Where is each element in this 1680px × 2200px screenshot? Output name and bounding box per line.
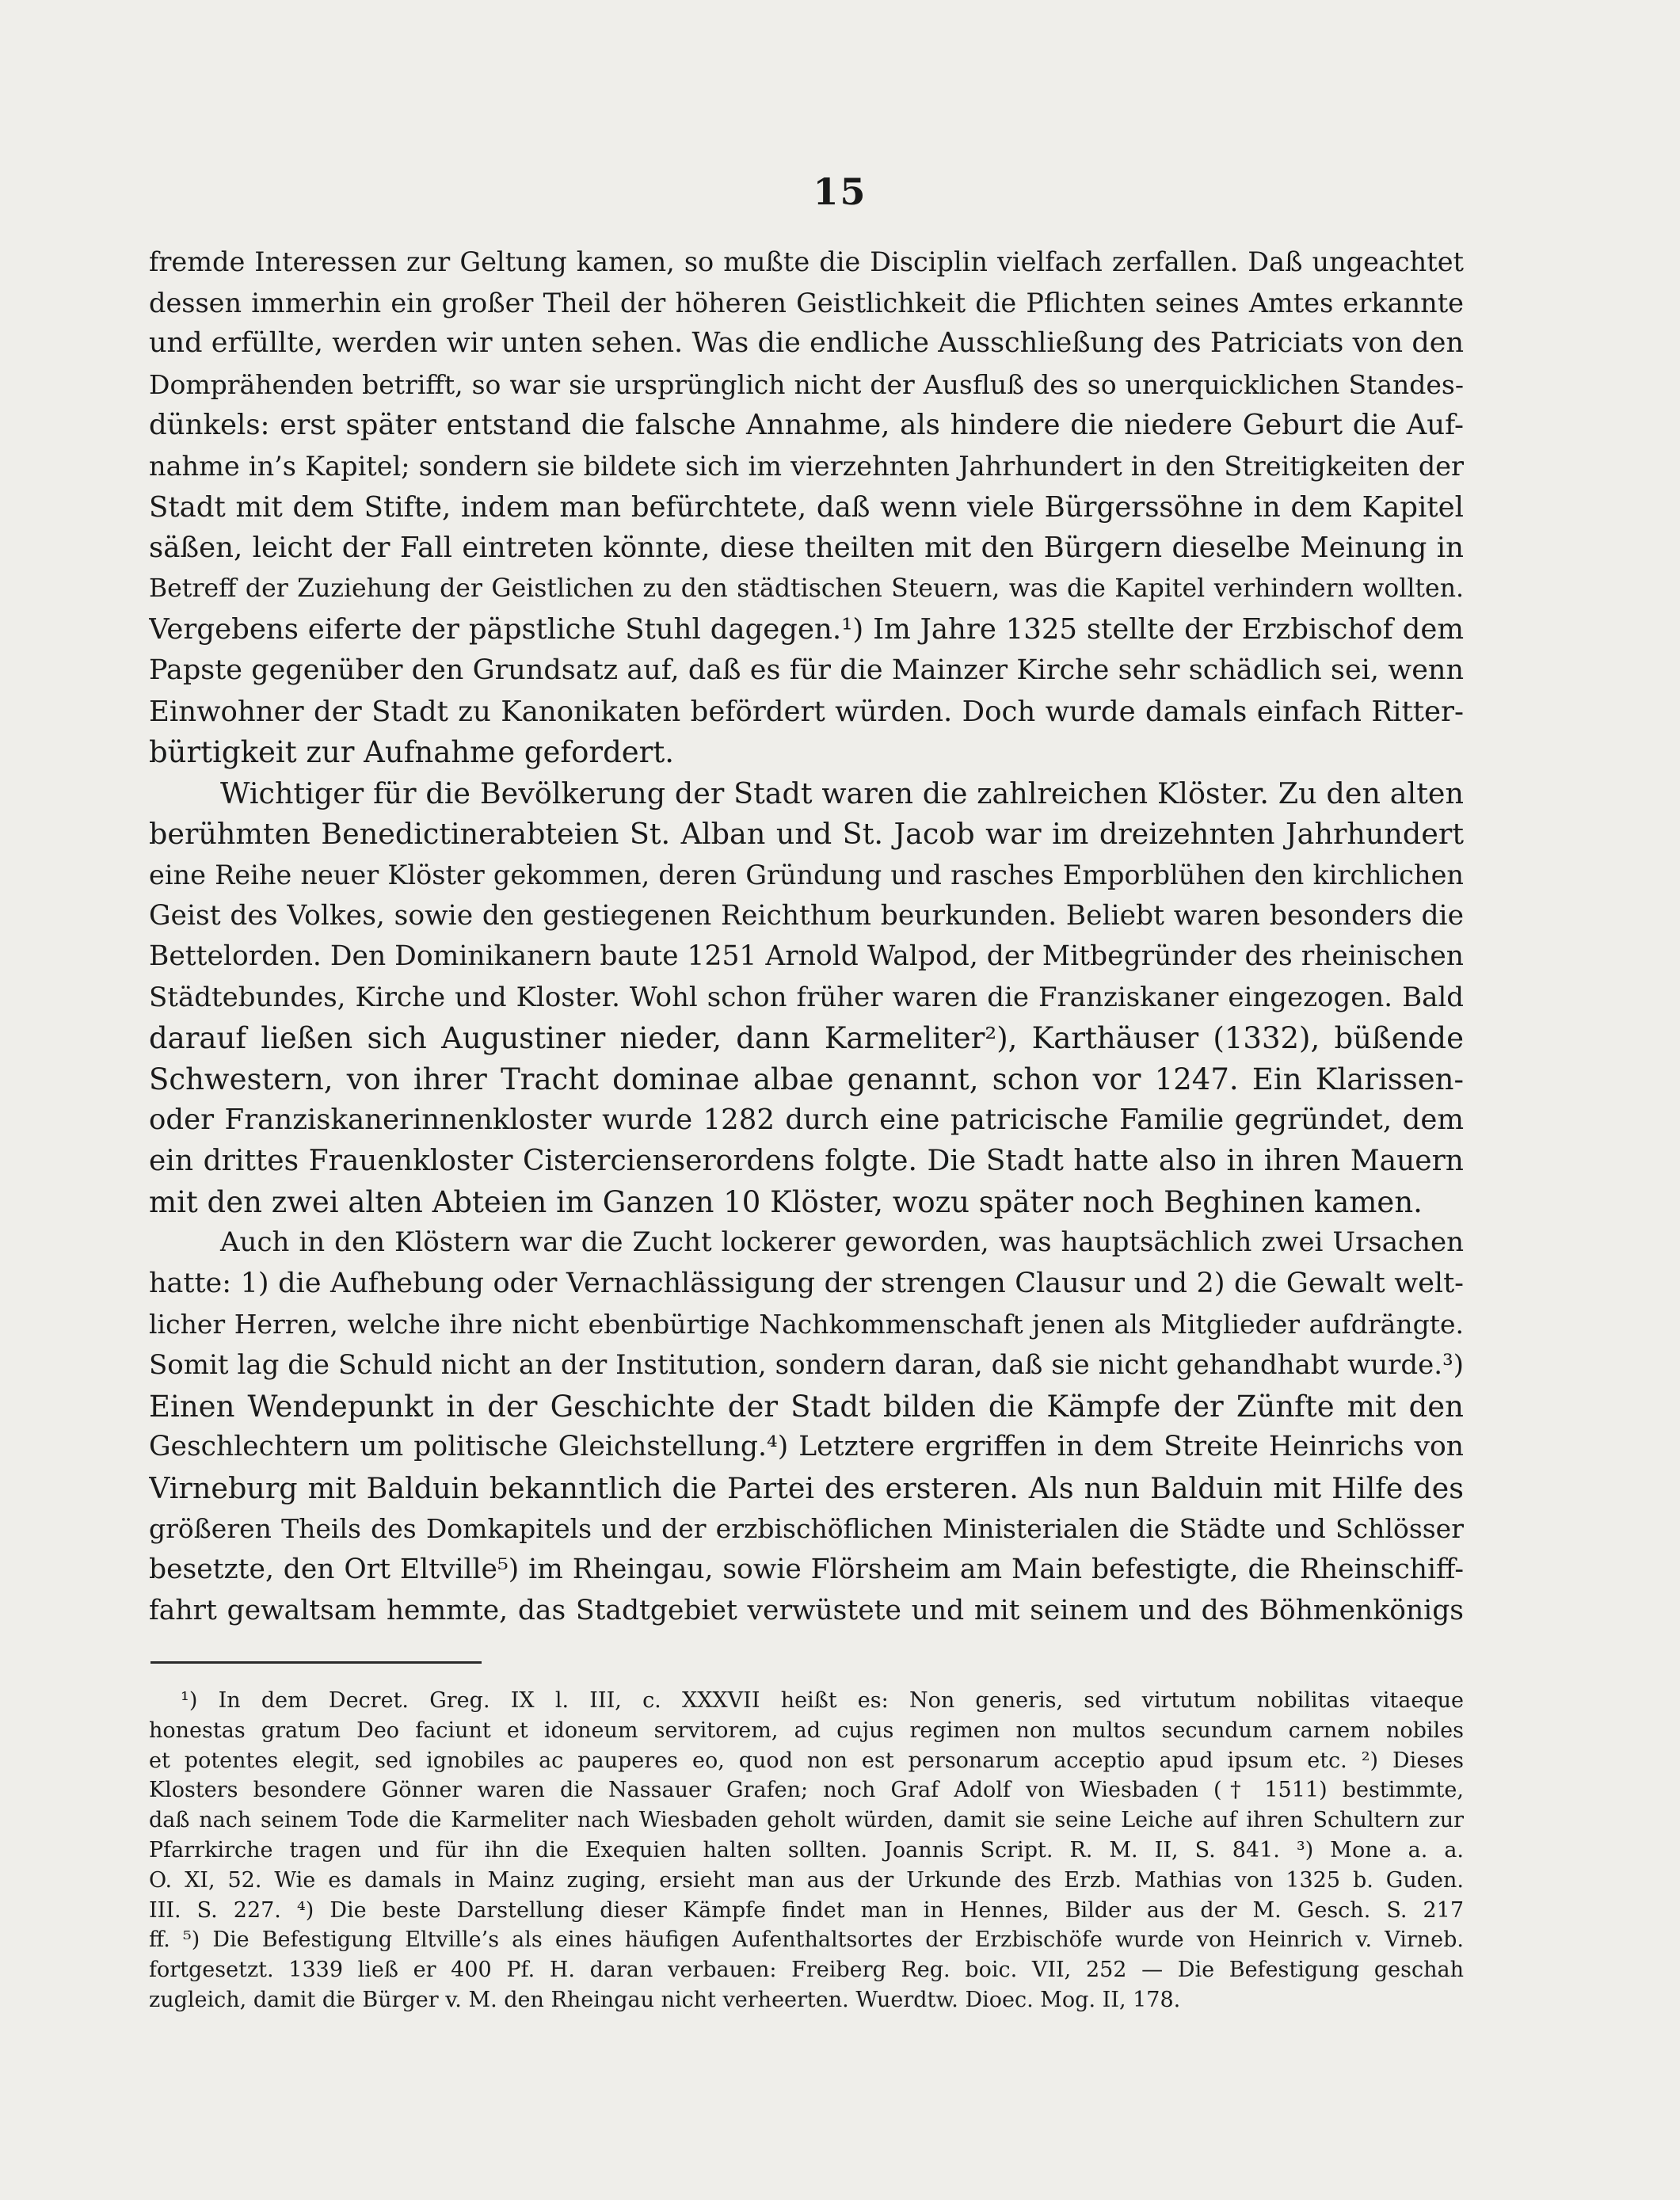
footnote-line: daß nach seinem Tode die Karmeliter nach Wiesbaden geholt würden, damit sie seine Leiche auf ihren Schultern zur	[149, 1808, 1464, 1833]
text-line: Geist des Volkes, sowie den gestiegenen Reichthum beurkunden. Beliebt waren besonders die	[149, 899, 1464, 932]
footnote-line: honestas gratum Deo faciunt et idoneum servitorem, ad cujus regimen non multos secundum carnem nobiles	[149, 1718, 1464, 1743]
text-line: fahrt gewaltsam hemmte, das Stadtgebiet verwüstete und mit seinem und des Böhmenkönigs	[149, 1594, 1464, 1626]
text-line: Einen Wendepunkt in der Geschichte der Stadt bilden die Kämpfe der Zünfte mit den	[149, 1389, 1464, 1424]
text-line: Domprähenden betrifft, so war sie ursprünglich nicht der Ausfluß des so unerquicklichen Standes-	[149, 368, 1464, 400]
text-line: dünkels: erst später entstand die falsche Annahme, als hindere die niedere Geburt die Auf-	[149, 409, 1464, 442]
main-text	[149, 242, 1464, 1631]
paragraph-end-line: mit den zwei alten Abteien im Ganzen 10 Klöster, wozu später noch Beghinen kamen.	[149, 1184, 1423, 1219]
text-line: Papste gegenüber den Grundsatz auf, daß es für die Mainzer Kirche sehr schädlich sei, wenn	[149, 654, 1464, 686]
text-line: Virneburg mit Balduin bekanntlich die Partei des ersteren. Als nun Balduin mit Hilfe des	[149, 1470, 1464, 1505]
text-line: und erfüllte, werden wir unten sehen. Was die endliche Ausschließung des Patriciats von den	[149, 327, 1464, 360]
paragraph-start-line: Auch in den Klöstern war die Zucht lockerer geworden, was hauptsächlich zwei Ursachen	[220, 1226, 1464, 1259]
text-line: Schwestern, von ihrer Tracht dominae albae genannt, schon vor 1247. Ein Klarissen-	[149, 1062, 1464, 1096]
text-line: darauf ließen sich Augustiner nieder, dann Karmeliter²), Karthäuser (1332), büßende	[149, 1021, 1464, 1056]
text-line: Stadt mit dem Stifte, indem man befürchtete, daß wenn viele Bürgerssöhne in dem Kapitel	[149, 490, 1464, 524]
text-line: Geschlechtern um politische Gleichstellung.⁴) Letztere ergriffen in dem Streite Heinrichs von	[149, 1431, 1464, 1463]
footnote-line: III. S. 227. ⁴) Die beste Darstellung dieser Kämpfe findet man in Hennes, Bilder aus der M. Gesch. S. 217	[149, 1897, 1464, 1923]
text-line: licher Herren, welche ihre nicht ebenbürtige Nachkommenschaft jenen als Mitglieder aufdrängte.	[149, 1309, 1464, 1340]
text-line: besetzte, den Ort Eltville⁵) im Rheingau, sowie Flörsheim am Main befestigte, die Rheinschiff-	[149, 1554, 1464, 1585]
text-line: berühmten Benedictinerabteien St. Alban und St. Jacob war im dreizehnten Jahrhundert	[149, 817, 1464, 852]
text-line: ein drittes Frauenkloster Cistercienserordens folgte. Die Stadt hatte also in ihren Mauern	[149, 1145, 1464, 1178]
text-line: Somit lag die Schuld nicht an der Institution, sondern daran, daß sie nicht gehandhabt wurde.³)	[149, 1349, 1464, 1382]
text-line: Bettelorden. Den Dominikanern baute 1251 Arnold Walpod, der Mitbegründer des rheinischen	[149, 940, 1464, 973]
text-line: größeren Theils des Domkapitels und der erzbischöflichen Ministerialen die Städte und Schlösser	[149, 1513, 1464, 1545]
footnote-line: ¹) In dem Decret. Greg. IX l. III, c. XXXVII heißt es: Non generis, sed virtutum nobilitas vitaeque	[181, 1688, 1464, 1713]
text-line: oder Franziskanerinnenkloster wurde 1282 durch eine patricische Familie gegründet, dem	[149, 1104, 1464, 1137]
footnotes	[149, 1686, 1464, 2015]
text-line: säßen, leicht der Fall eintreten könnte, diese theilten mit den Bürgern dieselbe Meinung in	[149, 532, 1464, 565]
paragraph-start-line: Wichtiger für die Bevölkerung der Stadt waren die zahlreichen Klöster. Zu den alten	[220, 776, 1464, 810]
footnote-line: ff. ⁵) Die Befestigung Eltville’s als eines häufigen Aufenthaltsortes der Erzbischöfe wurde von Heinrich v. Virneb.	[149, 1927, 1464, 1953]
text-line: eine Reihe neuer Klöster gekommen, deren Gründung und rasches Emporblühen den kirchlichen	[149, 859, 1464, 890]
footnote-line: fortgesetzt. 1339 ließ er 400 Pf. H. daran verbauen: Freiberg Reg. boic. VII, 252 — Die Befestigung geschah	[149, 1958, 1464, 1983]
text-line: Betreff der Zuziehung der Geistlichen zu den städtischen Steuern, was die Kapitel verhindern wollten.	[149, 574, 1464, 603]
footnote-line: Klosters besondere Gönner waren die Nassauer Grafen; noch Graf Adolf von Wiesbaden († 1511) bestimmte,	[149, 1778, 1464, 1803]
text-line: Vergebens eiferte der päpstliche Stuhl dagegen.¹) Im Jahre 1325 stellte der Erzbischof dem	[149, 613, 1464, 646]
footnote-line: zugleich, damit die Bürger v. M. den Rheingau nicht verheerten. Wuerdtw. Dioec. Mog. II, 178.	[149, 1987, 1181, 2012]
text-line: hatte: 1) die Aufhebung oder Vernachlässigung der strengen Clausur und 2) die Gewalt welt-	[149, 1267, 1464, 1299]
text-line: Städtebundes, Kirche und Kloster. Wohl schon früher waren die Franziskaner eingezogen. Bald	[149, 981, 1464, 1013]
paragraph-end-line: bürtigkeit zur Aufnahme gefordert.	[149, 735, 674, 770]
page-number: 15	[813, 170, 867, 213]
footnote-line: et potentes elegit, sed ignobiles ac pauperes eo, quod non est personarum acceptio apud ipsum etc. ²) Dieses	[149, 1748, 1464, 1773]
footnote-divider	[150, 1661, 482, 1664]
footnote-line: O. XI, 52. Wie es damals in Mainz zuging, ersieht man aus der Urkunde des Erzb. Mathias von 1325 b. Guden.	[149, 1867, 1464, 1893]
text-line: dessen immerhin ein großer Theil der höheren Geistlichkeit die Pflichten seines Amtes erkannte	[149, 287, 1464, 318]
text-line: nahme in’s Kapitel; sondern sie bildete sich im vierzehnten Jahrhundert in den Streitigkeiten der	[149, 450, 1464, 482]
footnote-line: Pfarrkirche tragen und für ihn die Exequien halten sollten. Joannis Script. R. M. II, S. 841. ³) Mone a. a.	[149, 1837, 1464, 1863]
text-line: Einwohner der Stadt zu Kanonikaten befördert würden. Doch wurde damals einfach Ritter-	[149, 695, 1464, 728]
text-line: fremde Interessen zur Geltung kamen, so mußte die Disciplin vielfach zerfallen. Daß ungeachtet	[149, 246, 1464, 277]
